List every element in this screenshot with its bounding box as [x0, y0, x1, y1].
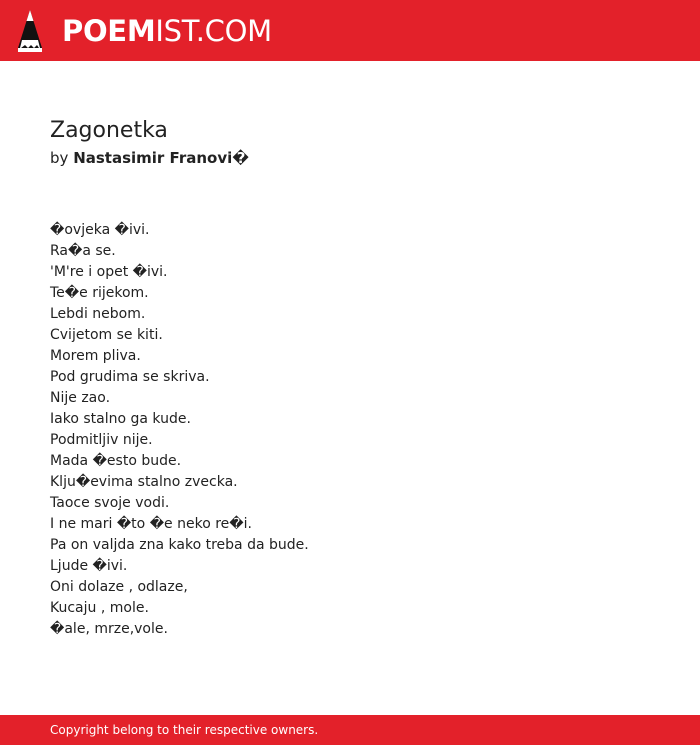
poem-line: Podmitljiv nije.	[50, 432, 153, 448]
poem-line: Ljude �ivi.	[50, 558, 128, 574]
poem-line: Oni dolaze , odlaze,	[50, 579, 188, 595]
site-logo-link[interactable]	[18, 10, 272, 52]
poem-line: Pa on valjda zna kako treba da bude.	[50, 537, 309, 553]
poem-line: Cvijetom se kiti.	[50, 327, 163, 343]
site-footer	[0, 715, 700, 745]
poem-line: Klju�evima stalno zvecka.	[50, 474, 238, 490]
poem-line: Pod grudima se skriva.	[50, 369, 210, 385]
poem-line: Morem pliva.	[50, 348, 141, 364]
poem-line: Mada �esto bude.	[50, 453, 182, 469]
poem-line: Iako stalno ga kude.	[50, 411, 191, 427]
poem-line: 'M're i opet �ivi.	[50, 264, 168, 280]
by-label: by	[50, 149, 69, 167]
copyright-text: Copyright belong to their respective owners.	[50, 723, 319, 737]
poem-body	[50, 220, 650, 640]
poem-author: Nastasimir Franovi�	[73, 149, 249, 167]
poem-line: Kucaju , mole.	[50, 600, 149, 616]
poem-content	[50, 116, 650, 640]
logo-light-text: IST.COM	[155, 14, 272, 48]
site-header	[0, 0, 700, 61]
poem-line: �ovjeka �ivi.	[50, 222, 150, 238]
site-logo-text	[62, 10, 272, 52]
poem-line: Lebdi nebom.	[50, 306, 146, 322]
poem-line: �ale, mrze,vole.	[50, 621, 168, 637]
pencil-icon	[18, 10, 42, 52]
poem-line: Te�e rijekom.	[50, 285, 149, 301]
poem-line: Ra�a se.	[50, 243, 116, 259]
poem-line: Taoce svoje vodi.	[50, 495, 170, 511]
logo-bold-text: POEM	[62, 14, 156, 48]
poem-title: Zagonetka	[50, 118, 168, 143]
poem-line: Nije zao.	[50, 390, 111, 406]
poem-line: I ne mari �to �e neko re�i.	[50, 516, 252, 532]
poem-byline	[50, 148, 650, 168]
